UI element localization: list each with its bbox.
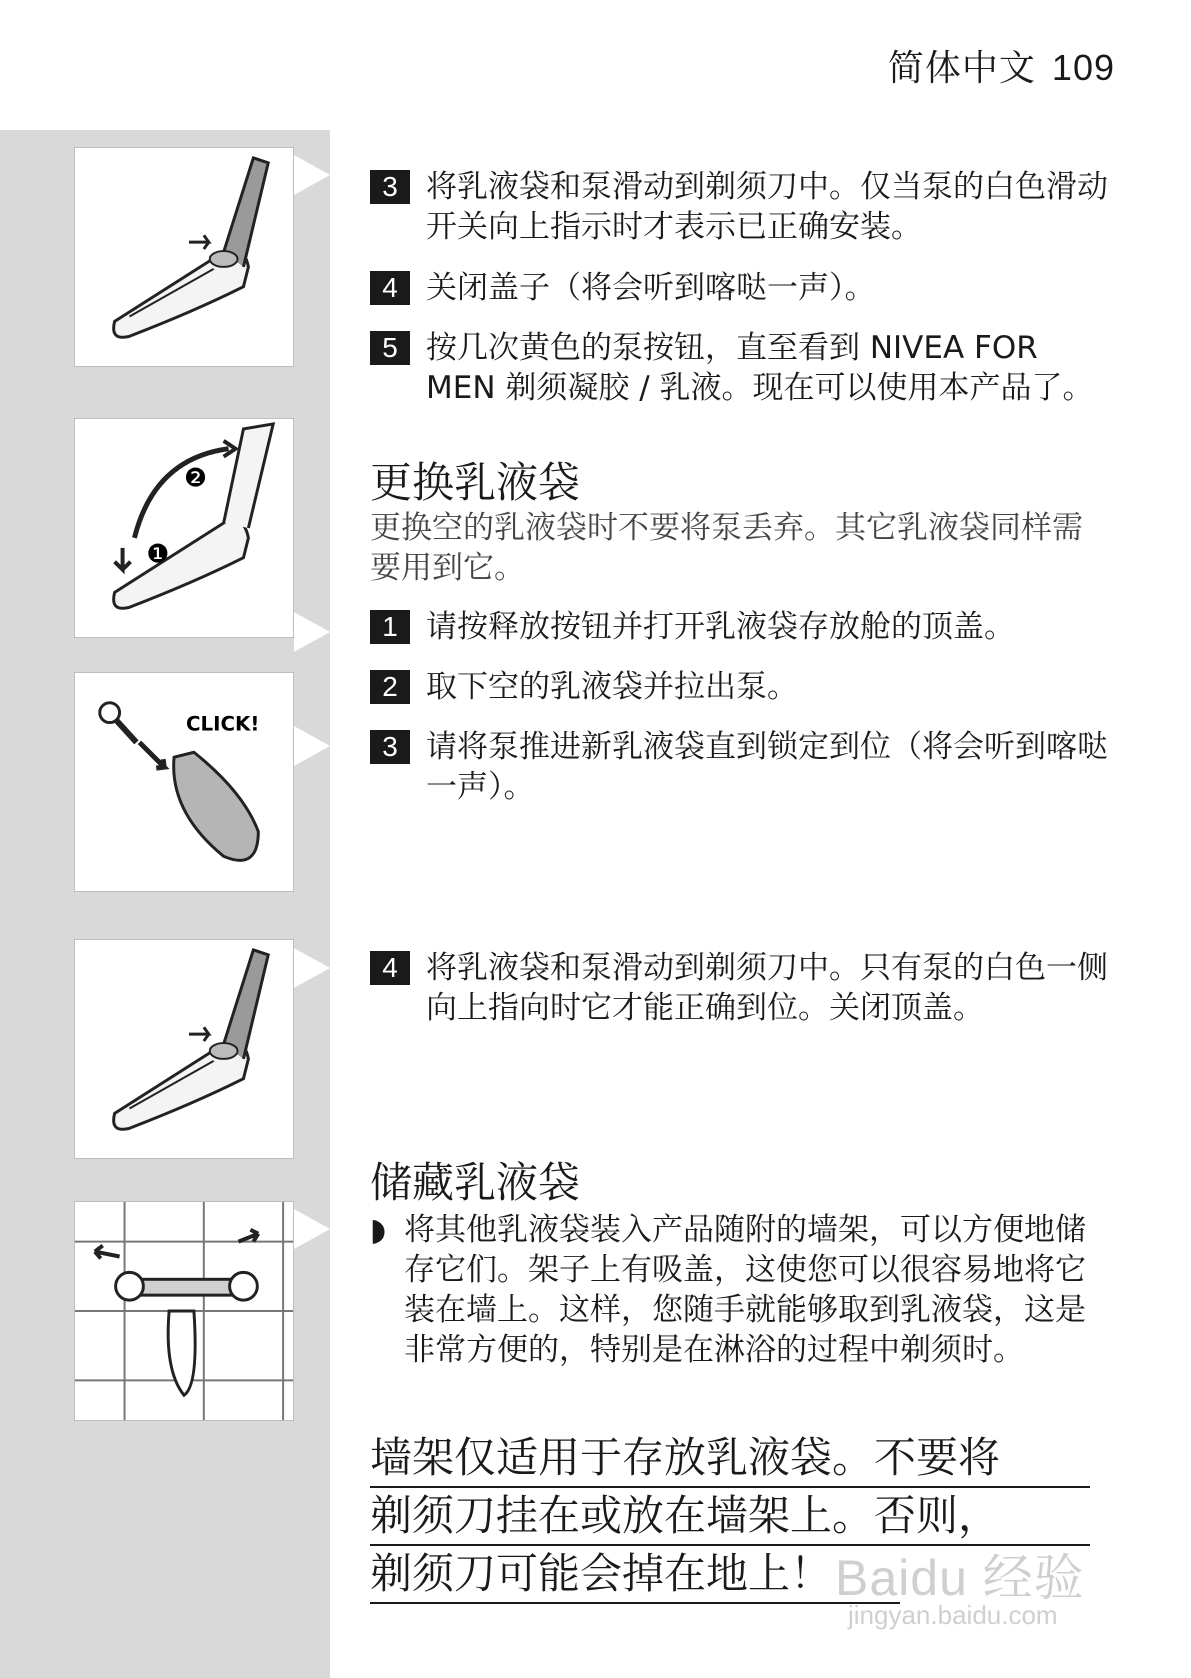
replace-section-title: 更换乳液袋 (370, 458, 581, 507)
click-label: CLICK! (185, 712, 260, 736)
step-text: 将乳液袋和泵滑动到剃须刀中。只有泵的白色一侧向上指向时它才能正确到位。关闭顶盖。 (426, 950, 1108, 1026)
step-text: 请按释放按钮并打开乳液袋存放舱的顶盖。 (426, 609, 1015, 645)
bullet-text: 将其他乳液袋装入产品随附的墙架，可以方便地储存它们。架子上有吸盖，这使您可以很容易地将它装在墙上。这样，您随手就能够取到乳液袋，这是非常方便的，特别是在淋浴的过程中剃须时。 (404, 1212, 1086, 1368)
step-number: 2 (370, 670, 410, 704)
step-3-top (370, 167, 1115, 247)
language-label: 简体中文 (887, 48, 1036, 89)
storage-bullet (370, 1210, 1110, 1370)
bullet-icon: ◗ (370, 1212, 387, 1248)
step-number: 5 (370, 331, 410, 365)
replace-step-1 (370, 607, 1115, 647)
replace-step-3 (370, 727, 1115, 807)
watermark-url: jingyan.baidu.com (848, 1600, 1058, 1630)
step-number: 4 (370, 271, 410, 305)
watermark-brand: Baidu 经验 (835, 1550, 1085, 1606)
figure-click-pump (74, 672, 294, 892)
wall-rack-icon (75, 1202, 293, 1420)
step-5-top (370, 328, 1115, 408)
figure-pointer (294, 948, 330, 988)
warning-line: 剃须刀挂在或放在墙架上。否则， (370, 1488, 1090, 1546)
step-text: 请将泵推进新乳液袋直到锁定到位（将会听到喀哒一声）。 (426, 729, 1108, 805)
shaver-open-insert-icon (75, 940, 293, 1158)
figure-insert-bag (74, 939, 294, 1159)
figure-insert-pump (74, 147, 294, 367)
warning-line: 剃须刀可能会掉在地上！ (370, 1546, 900, 1604)
step-text: 取下空的乳液袋并拉出泵。 (426, 669, 798, 705)
pump-into-lotion-bag-icon (75, 673, 293, 891)
step-text: 关闭盖子（将会听到喀哒一声）。 (426, 270, 876, 306)
step-text: 按几次黄色的泵按钮，直至看到 NIVEA FOR MEN 剃须凝胶 / 乳液。现在可以使用本产品了。 (426, 330, 1094, 406)
figure-pointer (294, 155, 330, 195)
figure-pointer (294, 726, 330, 766)
marker-1: ❶ (146, 539, 170, 570)
replace-step-2 (370, 667, 1115, 707)
warning-line: 墙架仅适用于存放乳液袋。不要将 (370, 1430, 1090, 1488)
step-number: 3 (370, 170, 410, 204)
figure-pointer (294, 612, 330, 652)
page-header (888, 40, 1115, 91)
figure-release-button (74, 418, 294, 638)
step-number: 4 (370, 951, 410, 985)
step-number: 1 (370, 610, 410, 644)
step-number: 3 (370, 730, 410, 764)
marker-2: ❷ (184, 463, 208, 494)
page-number: 109 (1051, 47, 1115, 88)
storage-section-title: 储藏乳液袋 (370, 1158, 581, 1207)
step-text: 将乳液袋和泵滑动到剃须刀中。仅当泵的白色滑动开关向上指示时才表示已正确安装。 (426, 169, 1108, 245)
step-4-top (370, 268, 1115, 308)
figure-wall-rack (74, 1201, 294, 1421)
shaver-release-button-icon (75, 419, 293, 637)
replace-step-4 (370, 948, 1115, 1028)
replace-section-intro: 更换空的乳液袋时不要将泵丢弃。其它乳液袋同样需要用到它。 (370, 510, 1083, 586)
figure-pointer (294, 1209, 330, 1249)
shaver-open-insert-icon (75, 148, 293, 366)
